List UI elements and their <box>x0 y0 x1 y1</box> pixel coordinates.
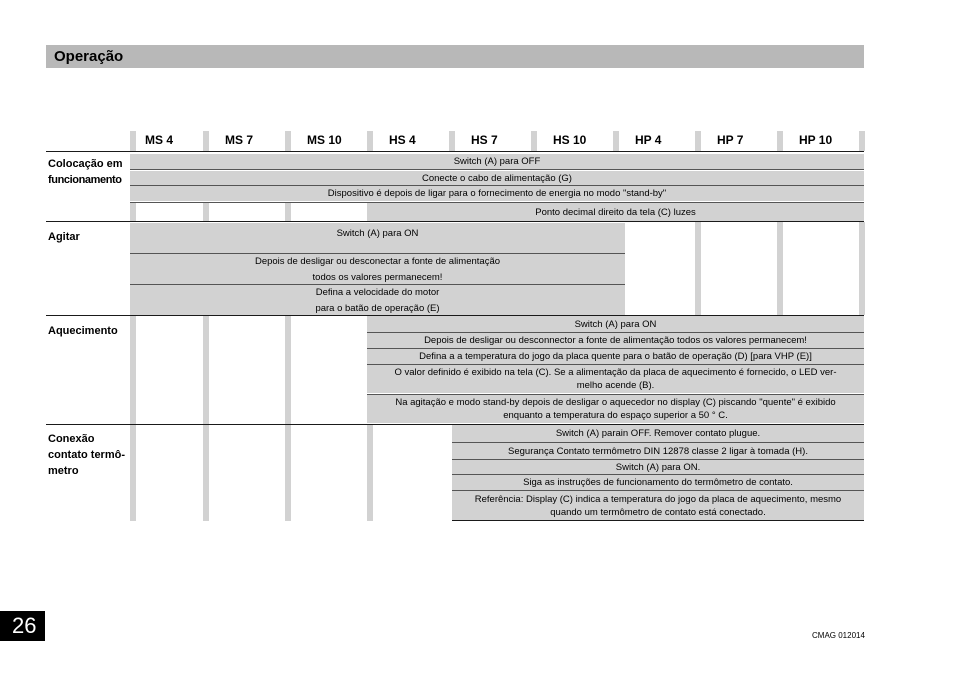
row-label-line: metro <box>48 465 79 477</box>
row-rule <box>130 169 864 170</box>
col-divider <box>285 203 291 222</box>
col-divider <box>613 131 619 151</box>
col-divider <box>859 131 865 151</box>
row-rule <box>130 185 864 186</box>
instruction-row: Ponto decimal direito da tela (C) luzes <box>367 203 864 222</box>
col-divider <box>695 131 701 151</box>
row-label-line: funcionamento <box>48 174 122 186</box>
col-divider <box>203 131 209 151</box>
row-label-agitar: Agitar <box>48 231 80 243</box>
page-number: 26 <box>0 611 45 641</box>
row-label-aquecimento: Aquecimento <box>48 325 118 337</box>
row-label-colocacao <box>48 156 123 188</box>
col-divider <box>203 203 209 222</box>
col-divider <box>777 222 783 315</box>
section-rule <box>46 221 864 222</box>
col-divider <box>130 425 136 521</box>
column-header-hp10: HP 10 <box>799 133 833 147</box>
col-divider <box>285 425 291 521</box>
instruction-row: Dispositivo é depois de ligar para o fornecimento de energia no modo "stand-by" <box>130 186 864 201</box>
col-divider <box>859 222 865 315</box>
row-label-line: contato termô- <box>48 449 125 461</box>
col-divider <box>777 131 783 151</box>
column-header-ms4: MS 4 <box>145 133 174 147</box>
col-divider <box>203 425 209 521</box>
column-header-hs10: HS 10 <box>553 133 587 147</box>
col-divider <box>285 131 291 151</box>
instruction-row: Depois de desligar ou desconnector a fonte de alimentação todos os valores permanecem! <box>367 333 864 348</box>
column-header-hp7: HP 7 <box>717 133 744 147</box>
col-divider <box>203 316 209 426</box>
instruction-row: Referência: Display (C) indica a temperatura do jogo da placa de aquecimento, mesmo quando um termômetro de contato está conectado. <box>452 491 864 520</box>
col-divider <box>130 316 136 426</box>
column-header-hp4: HP 4 <box>635 133 662 147</box>
header-rule <box>46 151 864 152</box>
instruction-row: Defina a a temperatura do jogo da placa quente para o batão de operação (D) [para VHP (E)] <box>367 349 864 364</box>
section-rule <box>452 520 864 521</box>
column-header-hs4: HS 4 <box>389 133 416 147</box>
instruction-row: Siga as instruções de funcionamento do termômetro de contato. <box>452 475 864 490</box>
instruction-row: Depois de desligar ou desconectar a fonte de alimentação todos os valores permanecem! <box>130 254 625 284</box>
row-label-line: Conexão <box>48 433 95 445</box>
section-title-bar <box>46 45 864 68</box>
page-title: Operação <box>54 48 124 65</box>
column-header-ms10: MS 10 <box>307 133 342 147</box>
instruction-row: Switch (A) para ON <box>367 316 864 332</box>
instruction-row: Segurança Contato termômetro DIN 12878 classe 2 ligar à tomada (H). <box>452 443 864 459</box>
col-divider <box>531 131 537 151</box>
col-divider <box>367 425 373 521</box>
col-divider <box>285 316 291 426</box>
instruction-row: Switch (A) para ON. <box>452 460 864 474</box>
document-code: CMAG 012014 <box>812 631 865 640</box>
column-header-hs7: HS 7 <box>471 133 498 147</box>
instruction-row: Conecte o cabo de alimentação (G) <box>130 171 864 186</box>
column-header-ms7: MS 7 <box>225 133 254 147</box>
instruction-row: O valor definido é exibido na tela (C). Se a alimentação da placa de aquecimento é fornecido, o LED ver- melho acende (B). <box>367 365 864 393</box>
instruction-row: Switch (A) para ON <box>130 223 625 253</box>
instruction-row: Na agitação e modo stand-by depois de desligar o aquecedor no display (C) piscando "quente" é exibido enquanto a temperatura do espaço superior a 50 ° C. <box>367 395 864 423</box>
instruction-row: Switch (A) para OFF <box>130 154 864 169</box>
row-label-line: Colocação em <box>48 158 123 170</box>
row-label-conexao <box>48 431 125 479</box>
col-divider <box>449 131 455 151</box>
col-divider <box>130 203 136 222</box>
instruction-row: Switch (A) parain OFF. Remover contato plugue. <box>452 425 864 442</box>
instruction-row: Defina a velocidade do motor para o batão de operação (E) <box>130 285 625 315</box>
col-divider <box>695 222 701 315</box>
col-divider <box>367 131 373 151</box>
